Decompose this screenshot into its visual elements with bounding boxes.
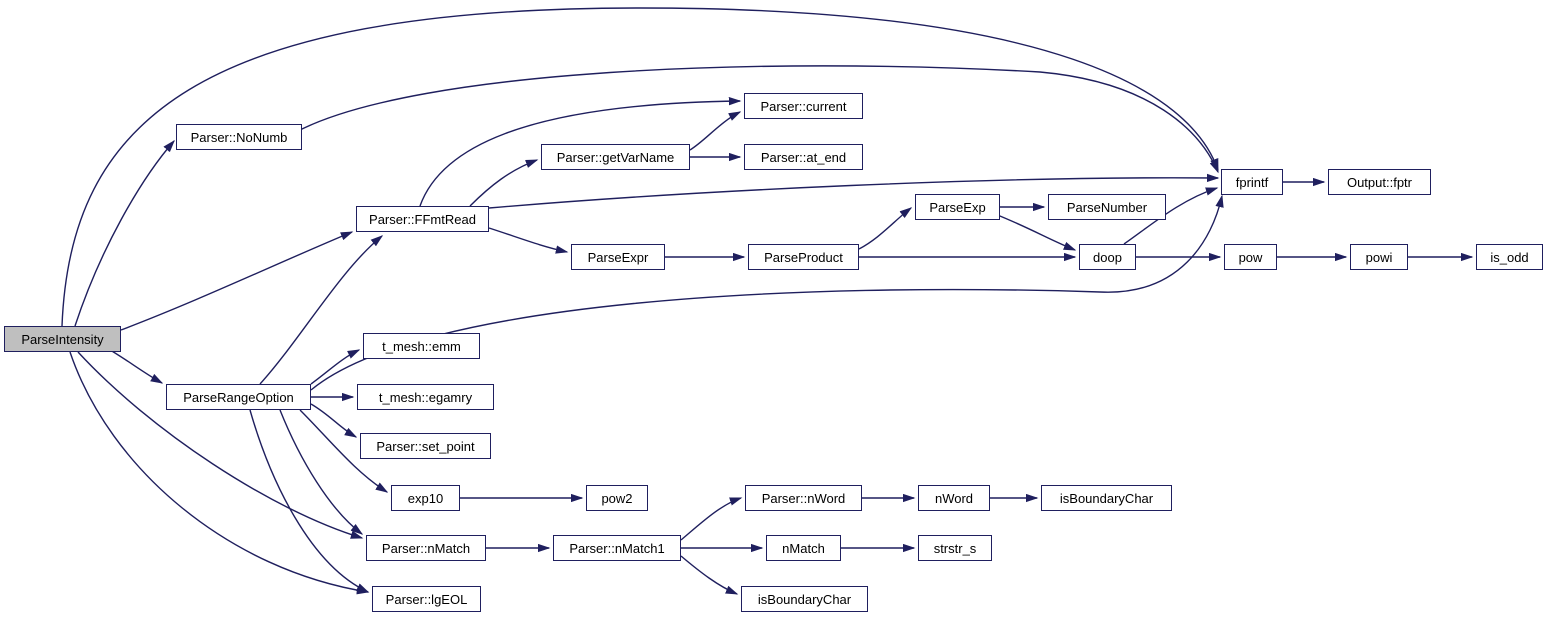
node-parser-current[interactable]: Parser::current [744, 93, 863, 119]
node-pow2[interactable]: pow2 [586, 485, 648, 511]
node-parser-nword[interactable]: Parser::nWord [745, 485, 862, 511]
node-fprintf[interactable]: fprintf [1221, 169, 1283, 195]
node-parser-lgeol[interactable]: Parser::lgEOL [372, 586, 481, 612]
node-isboundarychar-top[interactable]: isBoundaryChar [1041, 485, 1172, 511]
node-output-fptr[interactable]: Output::fptr [1328, 169, 1431, 195]
node-is-odd[interactable]: is_odd [1476, 244, 1543, 270]
node-isboundarychar-bottom[interactable]: isBoundaryChar [741, 586, 868, 612]
node-parser-set-point[interactable]: Parser::set_point [360, 433, 491, 459]
node-strstr-s[interactable]: strstr_s [918, 535, 992, 561]
node-doop[interactable]: doop [1079, 244, 1136, 270]
node-parseintensity[interactable]: ParseIntensity [4, 326, 121, 352]
node-parsenumber[interactable]: ParseNumber [1048, 194, 1166, 220]
node-parseexp[interactable]: ParseExp [915, 194, 1000, 220]
node-nword[interactable]: nWord [918, 485, 990, 511]
node-parser-getvarname[interactable]: Parser::getVarName [541, 144, 690, 170]
node-t-mesh-emm[interactable]: t_mesh::emm [363, 333, 480, 359]
node-exp10[interactable]: exp10 [391, 485, 460, 511]
node-parser-nmatch[interactable]: Parser::nMatch [366, 535, 486, 561]
node-parser-at-end[interactable]: Parser::at_end [744, 144, 863, 170]
node-parseproduct[interactable]: ParseProduct [748, 244, 859, 270]
node-pow[interactable]: pow [1224, 244, 1277, 270]
node-parser-ffmtread[interactable]: Parser::FFmtRead [356, 206, 489, 232]
node-nmatch[interactable]: nMatch [766, 535, 841, 561]
node-parser-nmatch1[interactable]: Parser::nMatch1 [553, 535, 681, 561]
node-t-mesh-egamry[interactable]: t_mesh::egamry [357, 384, 494, 410]
node-parseexpr[interactable]: ParseExpr [571, 244, 665, 270]
node-powi[interactable]: powi [1350, 244, 1408, 270]
node-parserangeoption[interactable]: ParseRangeOption [166, 384, 311, 410]
node-parser-nonumb[interactable]: Parser::NoNumb [176, 124, 302, 150]
